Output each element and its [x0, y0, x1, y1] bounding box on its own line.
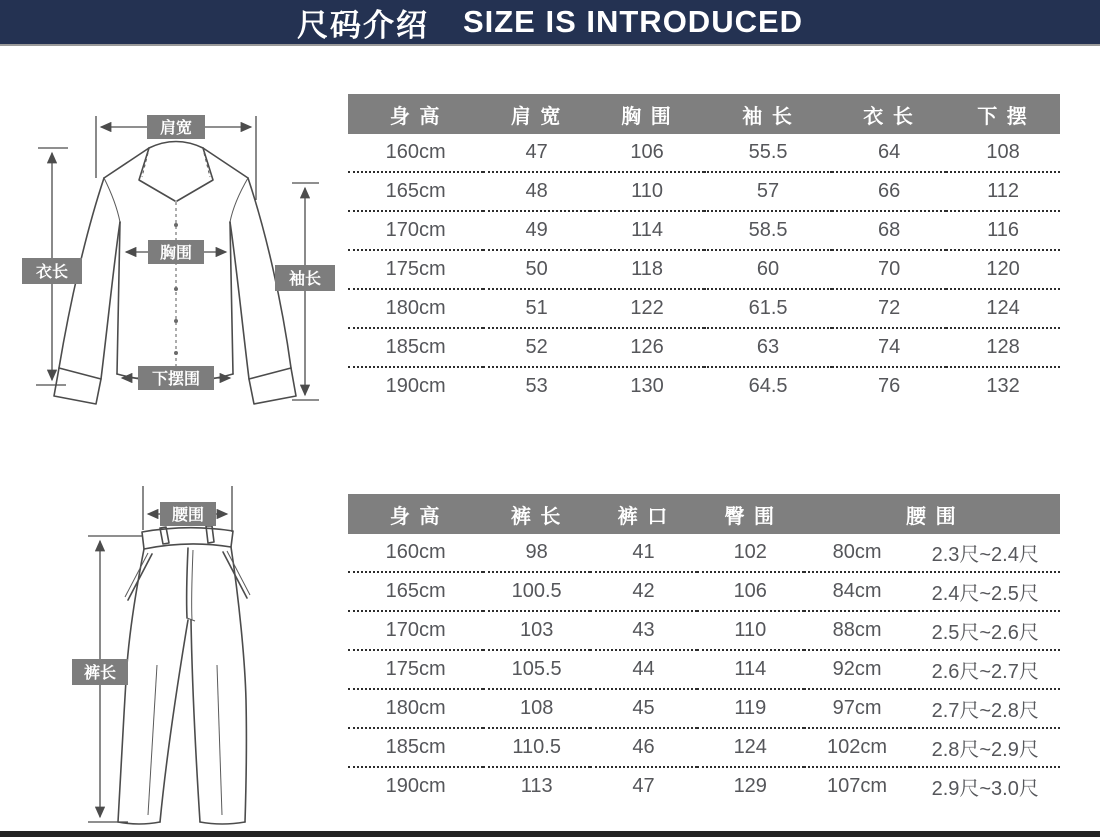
table-cell: 103: [483, 611, 590, 650]
column-header: 袖 长: [704, 94, 832, 134]
table-cell: 80cm: [804, 534, 911, 572]
table-row: [348, 211, 1060, 250]
table-cell: 48: [483, 172, 590, 211]
table-cell: 124: [697, 728, 804, 767]
svg-text:裤长: 裤长: [83, 665, 117, 682]
table-cell: 44: [590, 650, 697, 689]
table-cell: 2.5尺~2.6尺: [910, 611, 1060, 650]
shirt-table-header: [348, 94, 1060, 134]
table-cell: 47: [632, 775, 655, 797]
garment-length-label: [22, 258, 82, 284]
table-cell: 180cm: [348, 689, 483, 728]
table-cell: 60: [704, 250, 832, 289]
table-cell: 185cm: [348, 728, 483, 767]
table-cell: 61.5: [704, 289, 832, 328]
table-row: [348, 134, 1060, 172]
table-cell: 92cm: [804, 650, 911, 689]
table-cell: 53: [525, 375, 548, 397]
table-cell: 170cm: [348, 211, 483, 250]
table-cell: 106: [590, 134, 704, 172]
table-cell: 106: [697, 572, 804, 611]
table-cell: 126: [590, 328, 704, 367]
table-cell: 43: [590, 611, 697, 650]
table-cell: 2.7尺~2.8尺: [910, 689, 1060, 728]
table-cell: 46: [590, 728, 697, 767]
table-cell: 84cm: [804, 572, 911, 611]
table-cell: 55.5: [704, 134, 832, 172]
shirt-size-table: [348, 94, 1060, 405]
table-cell: 190cm: [385, 375, 446, 397]
table-cell: 72: [832, 289, 946, 328]
svg-text:肩宽: 肩宽: [159, 120, 193, 137]
table-cell: 130: [630, 375, 664, 397]
table-cell: 185cm: [348, 328, 483, 367]
table-cell: 64: [832, 134, 946, 172]
pants-table-body: [348, 534, 1060, 805]
table-cell: 66: [832, 172, 946, 211]
svg-text:腰围: 腰围: [171, 507, 205, 524]
column-header: 胸 围: [590, 94, 704, 134]
table-cell: 119: [697, 689, 804, 728]
table-cell: 102cm: [804, 728, 911, 767]
table-cell: 58.5: [704, 211, 832, 250]
table-row: [348, 367, 1060, 405]
table-cell: 107cm: [827, 775, 888, 797]
table-cell: 41: [590, 534, 697, 572]
table-cell: 132: [986, 375, 1020, 397]
table-cell: 42: [590, 572, 697, 611]
table-cell: 113: [520, 775, 553, 797]
pants-size-table: [348, 494, 1060, 805]
table-cell: 51: [483, 289, 590, 328]
table-cell: 165cm: [348, 172, 483, 211]
table-cell: 47: [483, 134, 590, 172]
table-cell: 128: [946, 328, 1060, 367]
table-cell: 129: [733, 775, 767, 797]
button-dot: [174, 223, 178, 227]
svg-text:衣长: 衣长: [35, 264, 69, 281]
table-row: [348, 650, 1060, 689]
bottom-divider-strip: [0, 831, 1100, 837]
table-cell: 108: [483, 689, 590, 728]
table-cell: 50: [483, 250, 590, 289]
table-row: [348, 689, 1060, 728]
table-cell: 108: [946, 134, 1060, 172]
table-cell: 110: [697, 611, 804, 650]
column-header: 身 高: [348, 494, 483, 534]
table-row: [348, 289, 1060, 328]
sleeve-length-label: [275, 265, 335, 291]
table-cell: 64.5: [748, 375, 788, 397]
table-cell: 49: [483, 211, 590, 250]
table-cell: 2.9尺~3.0尺: [931, 778, 1039, 800]
table-cell: 114: [697, 650, 804, 689]
table-row: [348, 611, 1060, 650]
table-cell: 52: [483, 328, 590, 367]
table-cell: 102: [697, 534, 804, 572]
table-cell: 170cm: [348, 611, 483, 650]
table-cell: 160cm: [348, 534, 483, 572]
shirt-measurement-diagram: [8, 82, 340, 427]
table-cell: 110.5: [483, 728, 590, 767]
table-row: [348, 728, 1060, 767]
table-cell: 190cm: [385, 775, 446, 797]
table-cell: 2.8尺~2.9尺: [910, 728, 1060, 767]
table-cell: 2.4尺~2.5尺: [910, 572, 1060, 611]
hem-label: [138, 366, 214, 390]
table-cell: 57: [704, 172, 832, 211]
table-row: [348, 328, 1060, 367]
table-cell: 70: [832, 250, 946, 289]
button-dot: [174, 319, 178, 323]
table-cell: 45: [590, 689, 697, 728]
pants-measurement-diagram: [60, 470, 350, 835]
table-cell: 175cm: [348, 250, 483, 289]
table-cell: 110: [590, 172, 704, 211]
table-cell: 63: [704, 328, 832, 367]
table-row: [348, 250, 1060, 289]
table-cell: 88cm: [804, 611, 911, 650]
column-header: 臀 围: [697, 494, 804, 534]
pants-length-label: [72, 659, 128, 685]
table-cell: 112: [946, 172, 1060, 211]
column-header: 腰 围: [804, 494, 1060, 534]
svg-text:下摆围: 下摆围: [151, 371, 201, 388]
button-dot: [174, 351, 178, 355]
table-cell: 175cm: [348, 650, 483, 689]
table-cell: 122: [590, 289, 704, 328]
column-header: 衣 长: [832, 94, 946, 134]
table-cell: 74: [832, 328, 946, 367]
table-cell: 98: [483, 534, 590, 572]
button-dot: [174, 287, 178, 291]
shoulder-width-label: [147, 115, 205, 139]
table-cell: 165cm: [348, 572, 483, 611]
pants-table-header: [348, 494, 1060, 534]
table-cell: 100.5: [483, 572, 590, 611]
table-cell: 114: [590, 211, 704, 250]
column-header: 身 高: [348, 94, 483, 134]
waist-label: [160, 502, 216, 526]
table-cell: 116: [946, 211, 1060, 250]
table-cell: 97cm: [804, 689, 911, 728]
column-header: 下 摆: [946, 94, 1060, 134]
shirt-table-body: [348, 134, 1060, 405]
chest-label: [148, 240, 204, 264]
table-cell: 124: [946, 289, 1060, 328]
svg-text:袖长: 袖长: [288, 271, 322, 288]
table-cell: 180cm: [348, 289, 483, 328]
table-cell: 118: [590, 250, 704, 289]
table-row: [348, 534, 1060, 572]
table-row: [348, 767, 1060, 805]
table-cell: 120: [946, 250, 1060, 289]
table-row: [348, 572, 1060, 611]
column-header: 肩 宽: [483, 94, 590, 134]
table-cell: 76: [877, 375, 901, 397]
title-chinese: 尺码介绍: [296, 7, 429, 43]
column-header: 裤 长: [483, 494, 590, 534]
table-cell: 160cm: [348, 134, 483, 172]
table-cell: 68: [832, 211, 946, 250]
column-header: 裤 口: [590, 494, 697, 534]
table-cell: 105.5: [483, 650, 590, 689]
svg-text:胸围: 胸围: [159, 245, 193, 262]
table-cell: 2.6尺~2.7尺: [910, 650, 1060, 689]
table-row: [348, 172, 1060, 211]
title-banner: [0, 0, 1100, 46]
title-english: SIZE IS INTRODUCED: [462, 4, 804, 39]
table-cell: 2.3尺~2.4尺: [910, 534, 1060, 572]
